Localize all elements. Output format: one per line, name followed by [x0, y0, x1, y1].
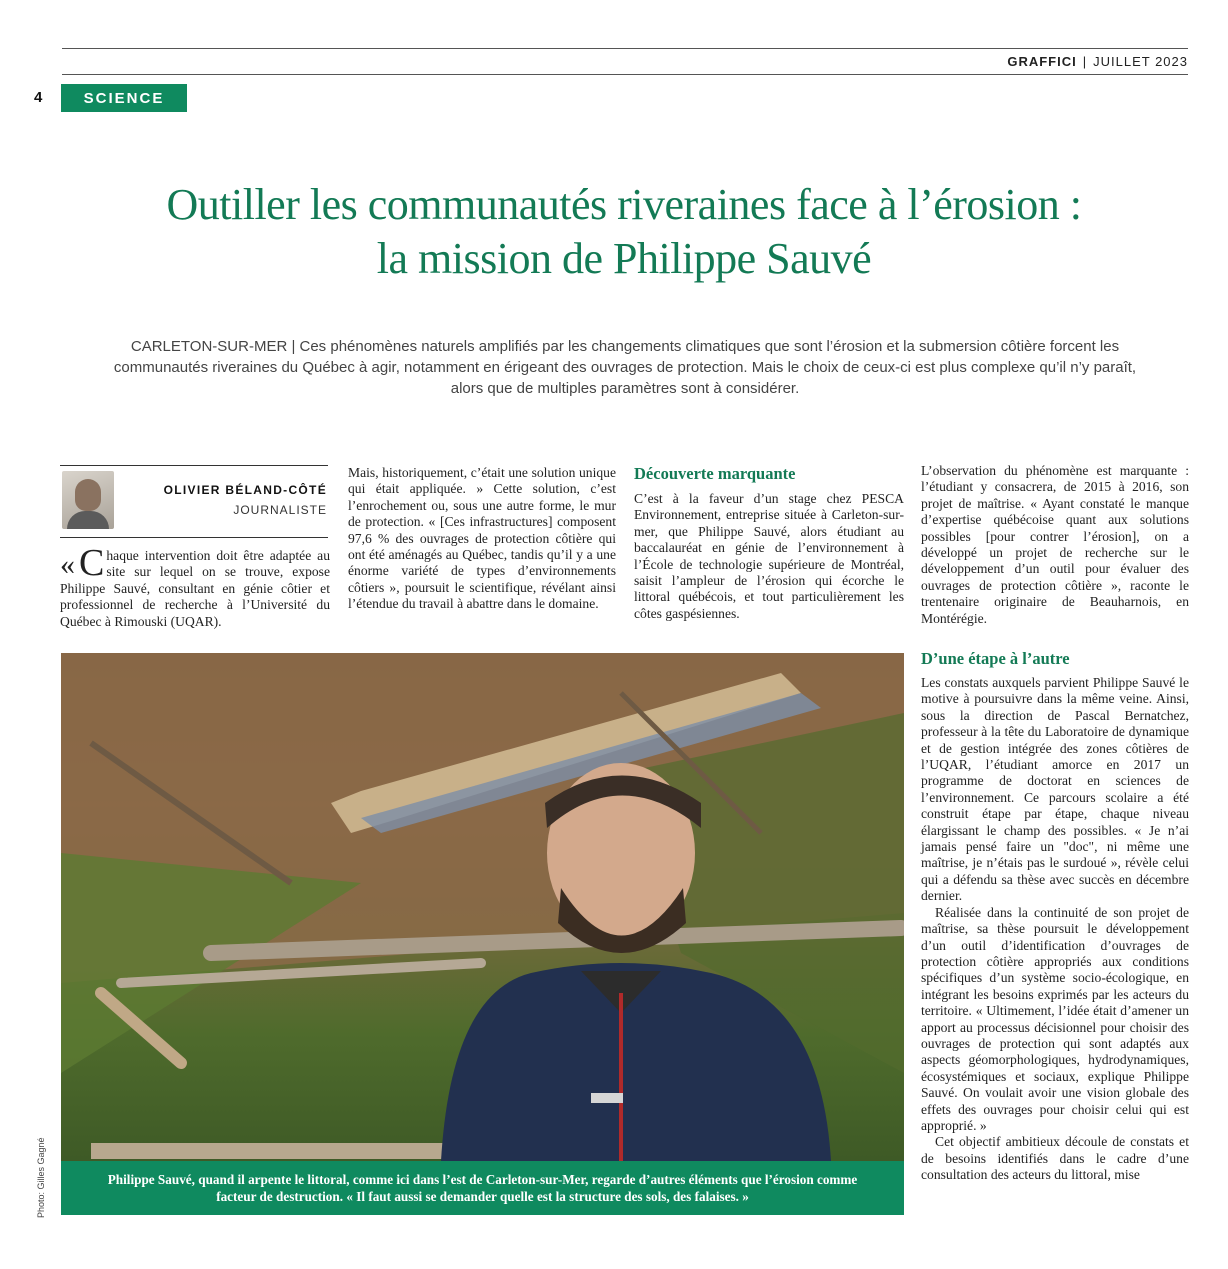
drop-cap: C [79, 542, 105, 584]
section-label: SCIENCE [61, 84, 187, 112]
author-role: JOURNALISTE [233, 503, 327, 517]
column-3-text: C’est à la faveur d’un stage chez PESCA Environnement, entreprise située à Carleton-sur-mer, que Philippe Sauvé, alors étudiant au baccalauréat en génie de l’environnement à l’École de technologie supérieure de Montréal, saisit l’ampleur de l’érosion qui écorche le littoral québécois, et tout particulièrement les côtes gaspésiennes. [634, 491, 904, 621]
column-4-text: L’observation du phénomène est marquante : l’étudiant y consacrera, de 2015 à 2016, son projet de maîtrise. « Ayant constaté le manque d’expertise québécoise quant aux solutions possibles [pour contrer l’érosion], on a développé un projet de recherche sur le développement d’un outil pour évaluer des ouvrages de protection côtière », raconte le trentenaire originaire de Beauharnois, en Montérégie. [921, 463, 1189, 626]
byline-bottom-rule [60, 537, 328, 538]
photo-caption-bar [61, 1161, 904, 1215]
author-avatar [62, 471, 114, 529]
article-title [60, 178, 1188, 286]
publication-name: GRAFFICI [1007, 54, 1077, 69]
photo-caption: Philippe Sauvé, quand il arpente le littoral, comme ici dans l’est de Carleton-sur-Mer, regarde d’autres éléments que l’érosion comme facteur de destruction. « Il faut aussi se demander quelle est la structure des sols, des falaises. » [107, 1172, 858, 1204]
page-number: 4 [34, 89, 43, 106]
header-bottom-rule [62, 74, 1188, 75]
article-photo [61, 653, 904, 1161]
opening-quote: « [60, 548, 75, 581]
header-top-rule [62, 48, 1188, 49]
byline-top-rule [60, 465, 328, 466]
body-column-4 [921, 463, 1189, 627]
title-line-2: la mission de Philippe Sauvé [376, 234, 872, 283]
column-1-text: haque intervention doit être adaptée au site sur lequel on se trouve, expose Philippe Sauvé, consultant en génie côtier et professionnel de recherche à l’Université du Québec à Rimouski (UQAR). [60, 548, 330, 629]
photo-credit-text: Photo: Gilles Gagné [36, 1137, 46, 1218]
body-column-2 [348, 465, 616, 613]
author-name: OLIVIER BÉLAND-CÔTÉ [163, 483, 327, 497]
paragraph-constats: Les constats auxquels parvient Philippe Sauvé le motive à poursuivre dans la même veine. Ainsi, sous la direction de Pascal Bernatchez, professeur à la tête du Laboratoire de dynamique et de gestion intégrée des zones côtières de l’UQAR, l’étudiant amorce en 2017 un programme de doctorat en sciences de l’environnement. Ce parcours scolaire a été construit étape par étape, chaque niveau élargissant le champ des possibles. « Je n’ai jamais pensé faire un "doc", ni même une maîtrise, je n’étais pas le surdoué », révèle celui qui a défendu sa thèse avec succès en décembre dernier. [921, 675, 1189, 904]
issue-date: JUILLET 2023 [1093, 54, 1188, 69]
title-line-1: Outiller les communautés riveraines face à l’érosion : [166, 180, 1082, 229]
body-column-3 [634, 491, 904, 622]
column-2-text: Mais, historiquement, c’était une solution unique qui était appliquée. » Cette solution, c’est l’enrochement ou, sous une autre forme, le mur de protection. « [Ces infrastructures] composent 97,6 % des ouvrages de protection côtière qui ont été aménagés au Québec, tandis qu’il y a une énorme variété de types d’environnements côtiers », poursuit le scientifique, révélant ainsi l’étendue du travail à abattre dans le domaine. [348, 465, 616, 612]
paragraph-objectif: Cet objectif ambitieux découle de constats et de besoins identifiés dans le cadre d’une consultation des acteurs du littoral, mise [921, 1134, 1189, 1183]
paragraph-these: Réalisée dans la continuité de son projet de maîtrise, sa thèse poursuit le développement d’un outil d’identification d’ouvrages de protection côtière appropriés aux conditions spécifiques d’un système socio-écologique, en intégrant les besoins exprimés par les acteurs du territoire. « Ultimement, l’idée était d’amener un apport au processus décisionnel pour choisir des ouvrages de protection qui sont adaptés aux aspects géomorphologiques, hydrodynamiques, écosystémiques et sociaux, explique Philippe Sauvé. On voulait avoir une vision globale des effets des ouvrages pour choisir celui qui est approprié. » [921, 904, 1189, 1133]
subheading-decouverte: Découverte marquante [634, 464, 796, 483]
photo-illustration [61, 653, 904, 1161]
article-lead: CARLETON-SUR-MER | Ces phénomènes naturels amplifiés par les changements climatiques que sont l’érosion et la submersion côtière forcent les communautés riveraines du Québec à agir, notamment en érigeant des ouvrages de protection. Mais le choix de ceux-ci est plus complexe qu’il n’y paraît, alors que de multiples paramètres sont à considérer. [113, 338, 1137, 397]
masthead-separator: | [1082, 54, 1088, 69]
body-column-4-continued [921, 675, 1189, 1184]
photo-credit [36, 1137, 46, 1220]
subheading-etape: D’une étape à l’autre [921, 649, 1070, 668]
masthead [1007, 54, 1188, 69]
body-column-1 [60, 542, 330, 630]
